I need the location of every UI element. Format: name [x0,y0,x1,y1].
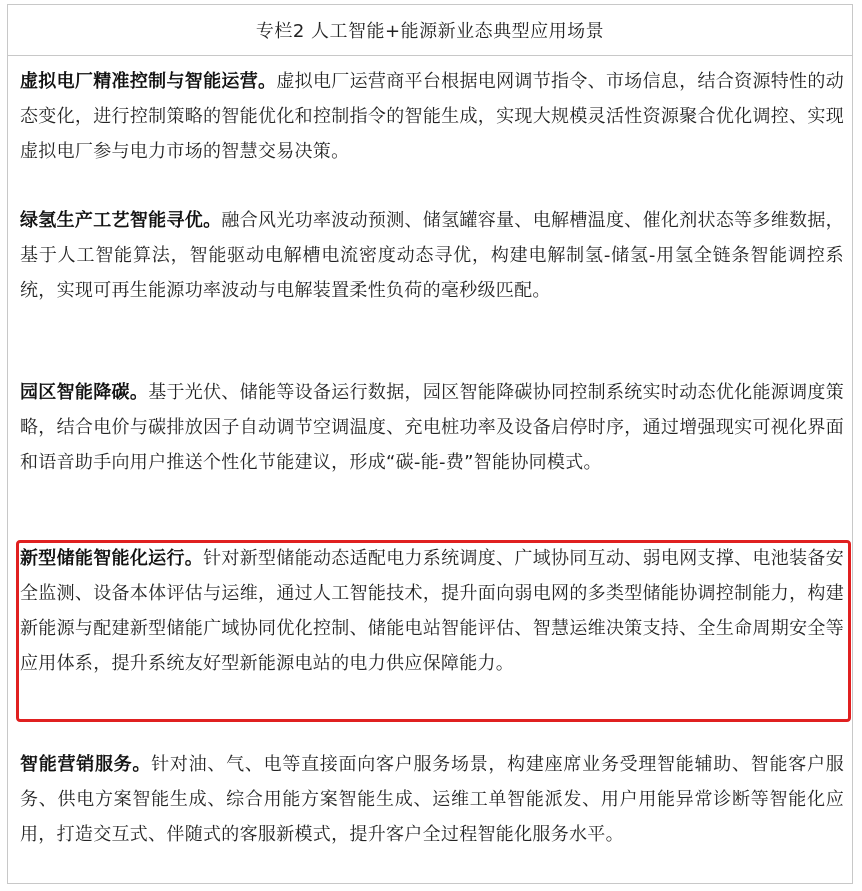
section-heading: 新型储能智能化运行。 [20,548,204,569]
section-body: 针对新型储能动态适配电力系统调度、广域协同互动、弱电网支撑、电池装备安全监测、设备本体评估与运维，通过人工智能技术，提升面向弱电网的多类型储能协调控制能力，构建新能源与配建新型储能广域协同优化控制、储能电站智能评估、智慧运维决策支持、全生命周期安全等应用体系，提升系统友好型新能源电站的电力供应保障能力。 [20,548,845,674]
section-body: 虚拟电厂运营商平台根据电网调节指令、市场信息，结合资源特性的动态变化，进行控制策略的智能优化和控制指令的智能生成，实现大规模灵活性资源聚合优化调控、实现虚拟电厂参与电力市场的智慧交易决策。 [20,71,844,162]
section-virtual-power-plant [20,64,844,169]
section-body: 基于光伏、储能等设备运行数据，园区智能降碳协同控制系统实时动态优化能源调度策略，结合电价与碳排放因子自动调节空调温度、充电桩功率及设备启停时序，通过增强现实可视化界面和语音助手向用户推送个性化节能建议，形成“碳-能-费”智能协同模式。 [20,382,844,473]
section-heading: 虚拟电厂精准控制与智能运营。 [20,71,277,92]
section-energy-storage [20,541,844,681]
section-smart-marketing [20,747,844,852]
box-title: 专栏2 人工智能+能源新业态典型应用场景 [8,5,852,56]
section-green-hydrogen [20,203,844,308]
section-body: 针对油、气、电等直接面向客户服务场景，构建座席业务受理智能辅助、智能客户服务、供电方案智能生成、综合用能方案智能生成、运维工单智能派发、用户用能异常诊断等智能化应用，打造交互式、伴随式的客服新模式，提升客户全过程智能化服务水平。 [20,754,844,845]
section-park-carbon-reduction [20,375,844,480]
info-box [7,4,853,884]
section-body: 融合风光功率波动预测、储氢罐容量、电解槽温度、催化剂状态等多维数据，基于人工智能算法，智能驱动电解槽电流密度动态寻优，构建电解制氢-储氢-用氢全链条智能调控系统，实现可再生能源功率波动与电解装置柔性负荷的毫秒级匹配。 [20,210,844,301]
section-heading: 园区智能降碳。 [20,382,149,403]
section-heading: 绿氢生产工艺智能寻优。 [20,210,222,231]
section-heading: 智能营销服务。 [20,754,152,775]
